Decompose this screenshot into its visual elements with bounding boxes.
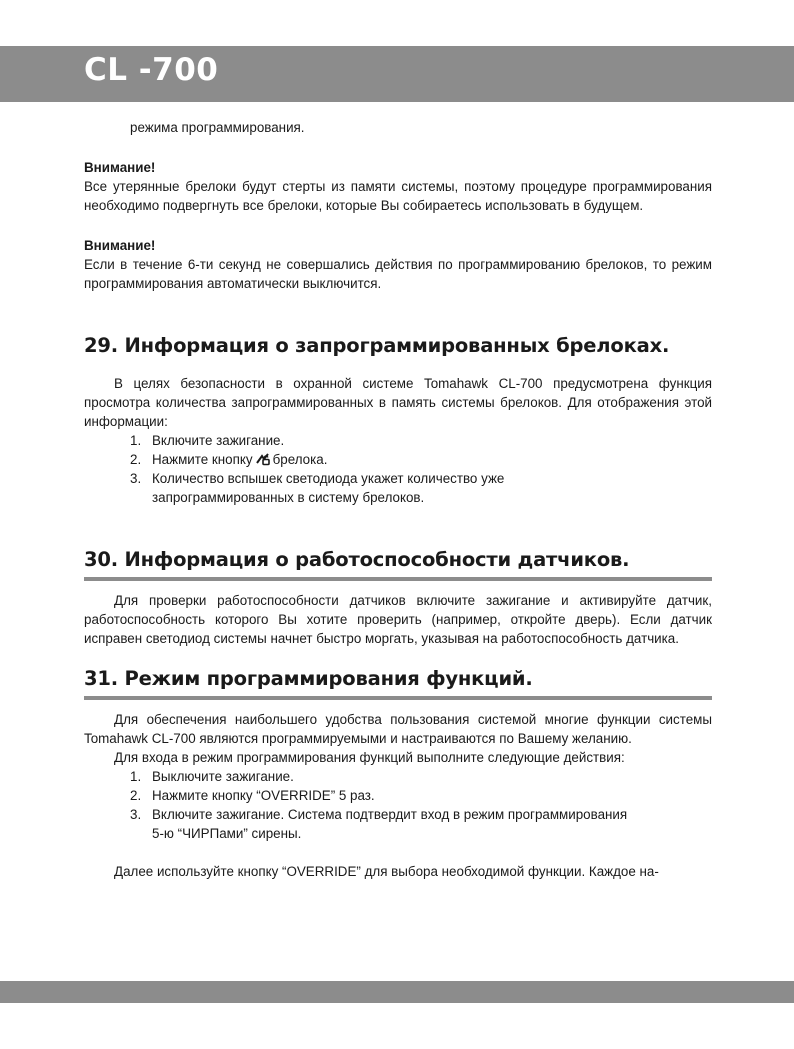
section-29-steps [84,431,712,507]
section-heading-30: 30. Информация о работоспособности датчиков. [84,547,712,581]
page-title: CL -700 [84,52,219,88]
warning-text: Если в течение 6-ти секунд не совершались действия по программированию брелоков, то режим программирования автоматически выключится. [84,257,712,291]
section-29-paragraph: В целях безопасности в охранной системе Tomahawk CL-700 предусмотрена функция просмотра количества запрограммированных в память системы брелоков. Для отображения этой информации: [84,376,712,429]
section-31-steps [84,767,712,843]
section-31-paragraph: Далее используйте кнопку “OVERRIDE” для выбора необходимой функции. Каждое на- [114,864,659,879]
section-heading-29: 29. Информация о запрограммированных брелоках. [84,334,670,357]
section-30-paragraph: Для проверки работоспособности датчиков включите зажигание и активируйте датчик, работоспособность которого Вы хотите проверить (например, откройте дверь). Если датчик исправен светодиод системы начнет быстро моргать, указывая на работоспособность датчика. [84,593,712,646]
header-bar [0,46,794,102]
unlock-icon [255,453,272,466]
list-item: 1. Выключите зажигание. [130,769,294,784]
section-31-paragraph: Для обеспечения наибольшего удобства пользования системой многие функции системы Tomahawk CL-700 являются программируемыми и настраиваются по Вашему желанию. [84,712,712,746]
warning-title: Внимание! [84,160,156,175]
continuation-text: режима программирования. [130,120,305,135]
list-item: 2. Нажмите кнопку “OVERRIDE” 5 раз. [130,788,375,803]
warning-text: Все утерянные брелоки будут стерты из памяти системы, поэтому процедуре программирования необходимо подвергнуть все брелоки, которые Вы собираетесь использовать в будущем. [84,179,712,213]
warning-title: Внимание! [84,238,156,253]
section-31-paragraph: Для входа в режим программирования функций выполните следующие действия: [114,750,625,765]
list-item: 2. Нажмите кнопку брелока. [130,452,328,467]
page-content [84,118,712,881]
footer-bar [0,981,794,1003]
section-heading-31: 31. Режим программирования функций. [84,666,712,700]
list-item: 1. Включите зажигание. [130,433,285,448]
list-item: 3. Количество вспышек светодиода укажет количество уже запрограммированных в систему брелоков. [130,471,505,505]
list-item: 3. Включите зажигание. Система подтвердит вход в режим программирования 5-ю “ЧИРПами” сирены. [130,807,628,841]
